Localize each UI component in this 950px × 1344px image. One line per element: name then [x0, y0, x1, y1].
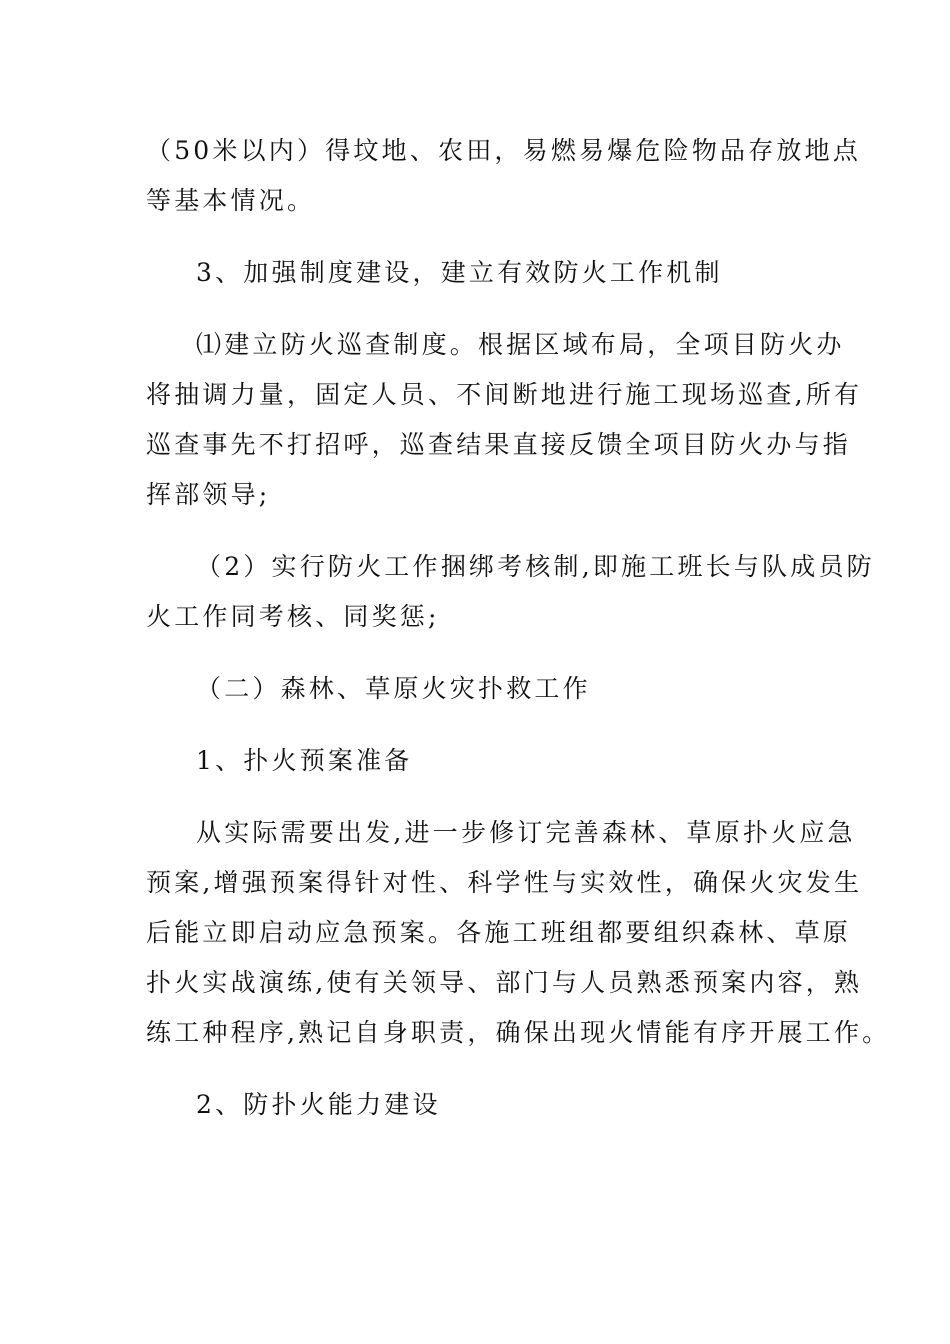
- paragraph-line: 巡查事先不打招呼，巡查结果直接反馈全项目防火办与指: [146, 430, 852, 459]
- paragraph-line: ⑴建立防火巡查制度。根据区域布局，全项目防火办: [196, 330, 845, 359]
- paragraph-line: 将抽调力量，固定人员、不间断地进行施工现场巡查,所有: [146, 380, 863, 409]
- paragraph-line: 等基本情况。: [146, 186, 316, 215]
- section-heading: 1、扑火预案准备: [196, 746, 413, 775]
- paragraph-line: （50米以内）得坟地、农田，易燃易爆危险物品存放地点: [146, 136, 862, 165]
- paragraph-line: 挥部领导;: [146, 480, 271, 509]
- section-heading: （二）森林、草原火灾扑救工作: [196, 674, 591, 703]
- paragraph-line: 练工种程序,熟记自身职责，确保出现火情能有序开展工作。: [146, 1018, 891, 1047]
- paragraph-line: （2）实行防火工作捆绑考核制,即施工班长与队成员防: [196, 552, 875, 581]
- paragraph-line: 扑火实战演练,使有关领导、部门与人员熟悉预案内容，熟: [146, 968, 863, 997]
- paragraph-line: 后能立即启动应急预案。各施工班组都要组织森林、草原: [146, 918, 852, 947]
- section-heading: 2、防扑火能力建设: [196, 1090, 441, 1119]
- paragraph-line: 预案,增强预案得针对性、科学性与实效性，确保火灾发生: [146, 868, 863, 897]
- section-heading: 3、加强制度建设，建立有效防火工作机制: [196, 258, 723, 287]
- paragraph-line: 火工作同考核、同奖惩;: [146, 602, 440, 631]
- paragraph-line: 从实际需要出发,进一步修订完善森林、草原扑火应急: [196, 818, 856, 847]
